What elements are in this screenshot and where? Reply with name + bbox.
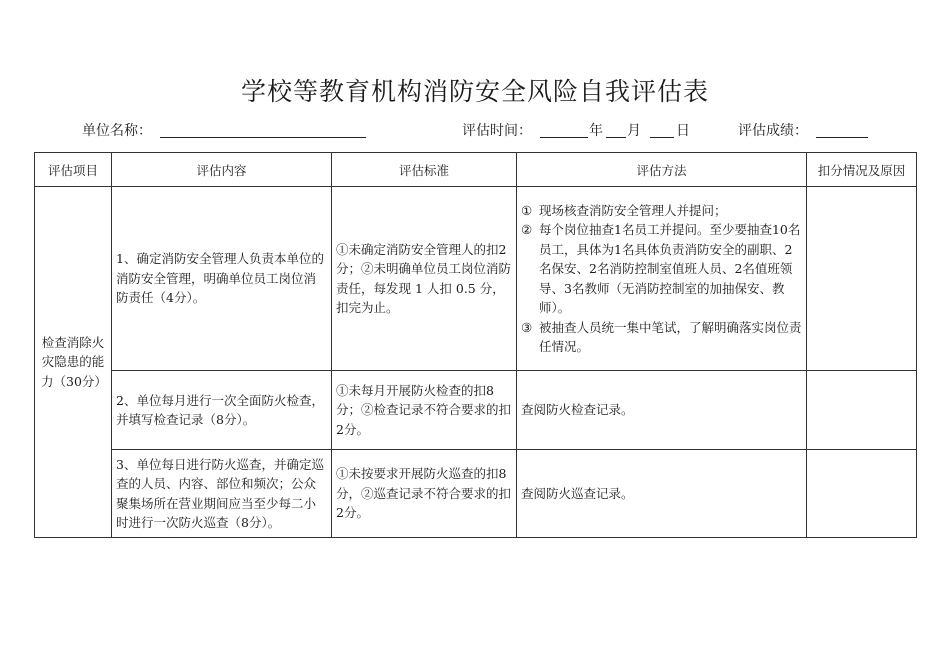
content-cell: 1、确定消防安全管理人负责本单位的消防安全管理，明确单位员工岗位消防责任（4分）。 <box>112 187 332 371</box>
header-item: 评估项目 <box>35 153 112 187</box>
method-cell: 查阅防火巡查记录。 <box>517 450 807 538</box>
content-cell: 2、单位每月进行一次全面防火检查，并填写检查记录（8分）。 <box>112 371 332 450</box>
day-label: 日 <box>676 123 690 139</box>
list-item <box>521 220 802 318</box>
table-row <box>35 450 917 538</box>
method-list <box>521 201 802 357</box>
table-row <box>35 371 917 450</box>
header-row <box>35 153 917 187</box>
method-cell <box>517 187 807 371</box>
standard-cell: ①未确定消防安全管理人的扣2分；②未明确单位员工岗位消防责任，每发现 1 人扣 0.5 分，扣完为止。 <box>332 187 517 371</box>
standard-cell: ①未每月开展防火检查的扣8分；②检查记录不符合要求的扣2分。 <box>332 371 517 450</box>
header-deduction: 扣分情况及原因 <box>807 153 917 187</box>
list-item <box>521 201 802 221</box>
year-blank[interactable] <box>540 137 588 138</box>
method-num: ③ <box>521 319 533 335</box>
method-text: 每个岗位抽查1名员工并提问。至少要抽查10名员工，具体为1名具体负责消防安全的副职、2名保安、2名消防控制室值班人员、2名值班领导、3名教师（无消防控制室的加抽保安、教师）。 <box>539 222 801 315</box>
day-blank[interactable] <box>650 137 674 138</box>
standard-cell: ①未按要求开展防火巡查的扣8分，②巡查记录不符合要求的扣2分。 <box>332 450 517 538</box>
table-row <box>35 187 917 371</box>
form-meta <box>0 120 950 144</box>
page-title: 学校等教育机构消防安全风险自我评估表 <box>240 77 709 106</box>
category-cell: 检查消除火灾隐患的能力（30分） <box>35 187 112 538</box>
unit-name-label: 单位名称： <box>82 123 152 139</box>
assessment-table <box>34 152 917 538</box>
deduction-cell[interactable] <box>807 450 917 538</box>
header-method: 评估方法 <box>517 153 807 187</box>
month-label: 月 <box>627 123 641 139</box>
list-item <box>521 318 802 357</box>
method-text: 被抽查人员统一集中笔试，了解明确落实岗位责任情况。 <box>539 319 802 354</box>
method-text: 现场核查消防安全管理人并提问； <box>539 202 727 218</box>
month-blank[interactable] <box>606 137 626 138</box>
deduction-cell[interactable] <box>807 187 917 371</box>
score-blank[interactable] <box>816 137 868 138</box>
eval-score-label: 评估成绩： <box>738 123 808 139</box>
method-num: ② <box>521 222 533 237</box>
method-num: ① <box>521 202 533 218</box>
header-content: 评估内容 <box>112 153 332 187</box>
method-cell: 查阅防火检查记录。 <box>517 371 807 450</box>
unit-name-blank[interactable] <box>160 137 366 138</box>
content-cell: 3、单位每日进行防火巡查，并确定巡查的人员、内容、部位和频次；公众聚集场所在营业期间应当至少每二小时进行一次防火巡查（8分）。 <box>112 450 332 538</box>
header-standard: 评估标准 <box>332 153 517 187</box>
eval-time-label: 评估时间： <box>462 123 532 139</box>
year-label: 年 <box>589 123 603 139</box>
deduction-cell[interactable] <box>807 371 917 450</box>
